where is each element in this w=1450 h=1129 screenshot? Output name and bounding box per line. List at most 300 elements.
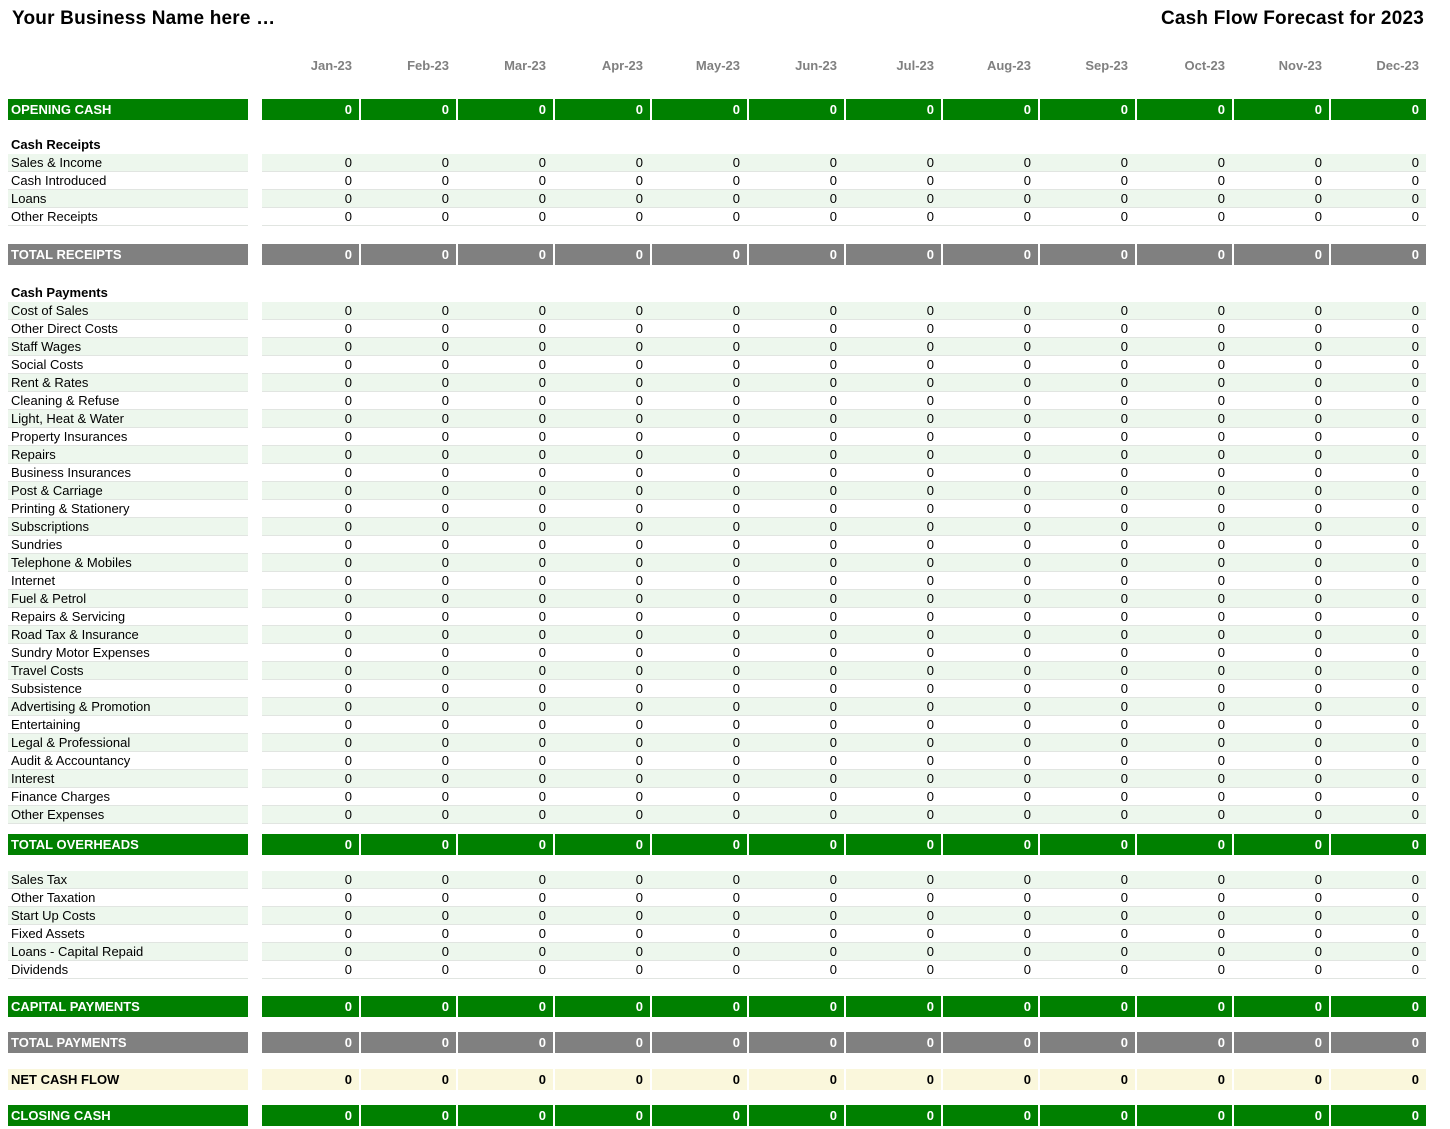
value-cell[interactable]: 0 (1120, 555, 1128, 570)
value-cell[interactable]: 0 (926, 699, 934, 714)
value-cell[interactable]: 0 (1120, 807, 1128, 822)
value-cell[interactable]: 0 (1217, 627, 1225, 642)
value-cell[interactable]: 0 (441, 465, 449, 480)
value-cell[interactable]: 0 (1411, 191, 1419, 206)
band-value-cell[interactable]: 0 (941, 1069, 1038, 1090)
value-cell[interactable]: 0 (1023, 155, 1031, 170)
value-cell[interactable]: 0 (1217, 411, 1225, 426)
row-label-cell[interactable]: Loans - Capital Repaid (8, 943, 248, 961)
value-cell[interactable]: 0 (1411, 890, 1419, 905)
value-cell[interactable]: 0 (732, 573, 740, 588)
value-cell[interactable]: 0 (926, 155, 934, 170)
row-label-cell[interactable]: Dividends (8, 961, 248, 979)
value-cell[interactable]: 0 (635, 501, 643, 516)
value-cell[interactable]: 0 (538, 591, 546, 606)
band-value-cell[interactable]: 0 (262, 244, 359, 265)
value-cell[interactable]: 0 (1120, 890, 1128, 905)
value-cell[interactable]: 0 (732, 735, 740, 750)
value-cell[interactable]: 0 (344, 173, 352, 188)
value-cell[interactable]: 0 (1411, 735, 1419, 750)
band-value-cell[interactable]: 0 (747, 244, 844, 265)
row-label-cell[interactable]: Internet (8, 572, 248, 590)
band-value-cell[interactable]: 0 (359, 996, 456, 1017)
value-cell[interactable]: 0 (635, 663, 643, 678)
value-cell[interactable]: 0 (1120, 944, 1128, 959)
band-value-cell[interactable]: 0 (1232, 1105, 1329, 1126)
value-cell[interactable]: 0 (441, 483, 449, 498)
value-cell[interactable]: 0 (538, 807, 546, 822)
row-label-cell[interactable]: Interest (8, 770, 248, 788)
value-cell[interactable]: 0 (1217, 465, 1225, 480)
value-cell[interactable]: 0 (441, 303, 449, 318)
value-cell[interactable]: 0 (732, 155, 740, 170)
band-value-cell[interactable]: 0 (1135, 996, 1232, 1017)
row-label-cell[interactable]: Other Expenses (8, 806, 248, 824)
value-cell[interactable]: 0 (538, 645, 546, 660)
band-value-cell[interactable]: 0 (456, 244, 553, 265)
value-cell[interactable]: 0 (441, 771, 449, 786)
band-value-cell[interactable]: 0 (359, 1105, 456, 1126)
value-cell[interactable]: 0 (829, 209, 837, 224)
value-cell[interactable]: 0 (926, 771, 934, 786)
value-cell[interactable]: 0 (1023, 191, 1031, 206)
value-cell[interactable]: 0 (441, 609, 449, 624)
band-value-cell[interactable]: 0 (1329, 1105, 1426, 1126)
value-cell[interactable]: 0 (1023, 447, 1031, 462)
value-cell[interactable]: 0 (538, 519, 546, 534)
value-cell[interactable]: 0 (1411, 321, 1419, 336)
value-cell[interactable]: 0 (732, 429, 740, 444)
row-label-cell[interactable]: Sundry Motor Expenses (8, 644, 248, 662)
value-cell[interactable]: 0 (441, 191, 449, 206)
value-cell[interactable]: 0 (344, 771, 352, 786)
row-label-cell[interactable]: Audit & Accountancy (8, 752, 248, 770)
month-header-cell[interactable]: Oct-23 (1184, 58, 1225, 73)
row-label-cell[interactable]: Travel Costs (8, 662, 248, 680)
row-label-cell[interactable]: Subsistence (8, 680, 248, 698)
value-cell[interactable]: 0 (732, 717, 740, 732)
row-label-cell[interactable]: Rent & Rates (8, 374, 248, 392)
value-cell[interactable]: 0 (344, 555, 352, 570)
value-cell[interactable]: 0 (926, 645, 934, 660)
value-cell[interactable]: 0 (1217, 591, 1225, 606)
value-cell[interactable]: 0 (1314, 717, 1322, 732)
band-value-cell[interactable]: 0 (747, 1069, 844, 1090)
value-cell[interactable]: 0 (538, 872, 546, 887)
band-value-cell[interactable]: 0 (553, 1105, 650, 1126)
band-value-cell[interactable]: 0 (1135, 1105, 1232, 1126)
value-cell[interactable]: 0 (635, 555, 643, 570)
value-cell[interactable]: 0 (1411, 789, 1419, 804)
value-cell[interactable]: 0 (441, 908, 449, 923)
value-cell[interactable]: 0 (926, 753, 934, 768)
row-label-cell[interactable]: Entertaining (8, 716, 248, 734)
band-value-cell[interactable]: 0 (747, 1032, 844, 1053)
month-header-cell[interactable]: Nov-23 (1278, 58, 1322, 73)
value-cell[interactable]: 0 (538, 908, 546, 923)
value-cell[interactable]: 0 (1217, 789, 1225, 804)
value-cell[interactable]: 0 (344, 411, 352, 426)
value-cell[interactable]: 0 (441, 663, 449, 678)
value-cell[interactable]: 0 (829, 429, 837, 444)
value-cell[interactable]: 0 (926, 789, 934, 804)
value-cell[interactable]: 0 (1023, 789, 1031, 804)
band-value-cell[interactable]: 0 (262, 834, 359, 855)
value-cell[interactable]: 0 (1411, 609, 1419, 624)
value-cell[interactable]: 0 (1411, 501, 1419, 516)
band-value-cell[interactable]: 0 (941, 244, 1038, 265)
value-cell[interactable]: 0 (1023, 465, 1031, 480)
value-cell[interactable]: 0 (1023, 429, 1031, 444)
value-cell[interactable]: 0 (538, 155, 546, 170)
value-cell[interactable]: 0 (1314, 555, 1322, 570)
value-cell[interactable]: 0 (441, 681, 449, 696)
value-cell[interactable]: 0 (1411, 771, 1419, 786)
value-cell[interactable]: 0 (1411, 663, 1419, 678)
value-cell[interactable]: 0 (1120, 519, 1128, 534)
value-cell[interactable]: 0 (344, 501, 352, 516)
value-cell[interactable]: 0 (829, 807, 837, 822)
value-cell[interactable]: 0 (441, 591, 449, 606)
value-cell[interactable]: 0 (1120, 393, 1128, 408)
value-cell[interactable]: 0 (829, 321, 837, 336)
value-cell[interactable]: 0 (926, 573, 934, 588)
value-cell[interactable]: 0 (344, 789, 352, 804)
value-cell[interactable]: 0 (1023, 645, 1031, 660)
value-cell[interactable]: 0 (1217, 926, 1225, 941)
value-cell[interactable]: 0 (344, 339, 352, 354)
month-header-cell[interactable]: Sep-23 (1085, 58, 1128, 73)
value-cell[interactable]: 0 (1217, 573, 1225, 588)
value-cell[interactable]: 0 (1411, 447, 1419, 462)
value-cell[interactable]: 0 (1314, 393, 1322, 408)
value-cell[interactable]: 0 (1314, 465, 1322, 480)
band-value-cell[interactable]: 0 (650, 1032, 747, 1053)
value-cell[interactable]: 0 (926, 429, 934, 444)
value-cell[interactable]: 0 (538, 411, 546, 426)
value-cell[interactable]: 0 (829, 645, 837, 660)
value-cell[interactable]: 0 (1314, 375, 1322, 390)
value-cell[interactable]: 0 (1120, 465, 1128, 480)
value-cell[interactable]: 0 (635, 191, 643, 206)
value-cell[interactable]: 0 (829, 465, 837, 480)
value-cell[interactable]: 0 (829, 872, 837, 887)
value-cell[interactable]: 0 (1217, 771, 1225, 786)
value-cell[interactable]: 0 (732, 591, 740, 606)
band-value-cell[interactable]: 0 (262, 99, 359, 120)
value-cell[interactable]: 0 (538, 681, 546, 696)
value-cell[interactable]: 0 (926, 173, 934, 188)
band-value-cell[interactable]: 0 (1038, 996, 1135, 1017)
value-cell[interactable]: 0 (441, 789, 449, 804)
value-cell[interactable]: 0 (829, 890, 837, 905)
value-cell[interactable]: 0 (829, 908, 837, 923)
value-cell[interactable]: 0 (829, 591, 837, 606)
value-cell[interactable]: 0 (926, 681, 934, 696)
row-label-cell[interactable]: Fuel & Petrol (8, 590, 248, 608)
value-cell[interactable]: 0 (1023, 681, 1031, 696)
value-cell[interactable]: 0 (1411, 393, 1419, 408)
value-cell[interactable]: 0 (1217, 890, 1225, 905)
band-value-cell[interactable]: 0 (1038, 99, 1135, 120)
value-cell[interactable]: 0 (926, 447, 934, 462)
value-cell[interactable]: 0 (1120, 191, 1128, 206)
value-cell[interactable]: 0 (829, 753, 837, 768)
value-cell[interactable]: 0 (1120, 501, 1128, 516)
value-cell[interactable]: 0 (1411, 339, 1419, 354)
value-cell[interactable]: 0 (926, 339, 934, 354)
value-cell[interactable]: 0 (732, 872, 740, 887)
value-cell[interactable]: 0 (926, 321, 934, 336)
value-cell[interactable]: 0 (1023, 375, 1031, 390)
value-cell[interactable]: 0 (926, 609, 934, 624)
value-cell[interactable]: 0 (829, 411, 837, 426)
value-cell[interactable]: 0 (635, 962, 643, 977)
value-cell[interactable]: 0 (1023, 627, 1031, 642)
value-cell[interactable]: 0 (1314, 209, 1322, 224)
band-label-cell[interactable]: CAPITAL PAYMENTS (8, 996, 248, 1017)
value-cell[interactable]: 0 (1314, 501, 1322, 516)
value-cell[interactable]: 0 (926, 627, 934, 642)
value-cell[interactable]: 0 (732, 627, 740, 642)
value-cell[interactable]: 0 (538, 321, 546, 336)
value-cell[interactable]: 0 (1314, 926, 1322, 941)
band-value-cell[interactable]: 0 (650, 1069, 747, 1090)
value-cell[interactable]: 0 (926, 962, 934, 977)
value-cell[interactable]: 0 (926, 908, 934, 923)
band-value-cell[interactable]: 0 (650, 244, 747, 265)
band-value-cell[interactable]: 0 (1232, 99, 1329, 120)
value-cell[interactable]: 0 (1314, 447, 1322, 462)
value-cell[interactable]: 0 (1023, 173, 1031, 188)
band-value-cell[interactable]: 0 (1329, 1032, 1426, 1053)
value-cell[interactable]: 0 (1314, 872, 1322, 887)
value-cell[interactable]: 0 (441, 501, 449, 516)
value-cell[interactable]: 0 (1217, 609, 1225, 624)
value-cell[interactable]: 0 (732, 209, 740, 224)
value-cell[interactable]: 0 (635, 339, 643, 354)
value-cell[interactable]: 0 (1217, 735, 1225, 750)
value-cell[interactable]: 0 (1314, 699, 1322, 714)
value-cell[interactable]: 0 (1314, 591, 1322, 606)
band-value-cell[interactable]: 0 (844, 244, 941, 265)
value-cell[interactable]: 0 (829, 627, 837, 642)
value-cell[interactable]: 0 (635, 890, 643, 905)
value-cell[interactable]: 0 (344, 962, 352, 977)
band-label-cell[interactable]: CLOSING CASH (8, 1105, 248, 1126)
value-cell[interactable]: 0 (926, 537, 934, 552)
row-label-cell[interactable]: Repairs & Servicing (8, 608, 248, 626)
value-cell[interactable]: 0 (635, 173, 643, 188)
row-label-cell[interactable]: Cost of Sales (8, 302, 248, 320)
value-cell[interactable]: 0 (926, 663, 934, 678)
band-value-cell[interactable]: 0 (747, 834, 844, 855)
value-cell[interactable]: 0 (635, 699, 643, 714)
value-cell[interactable]: 0 (538, 357, 546, 372)
value-cell[interactable]: 0 (441, 807, 449, 822)
value-cell[interactable]: 0 (732, 555, 740, 570)
value-cell[interactable]: 0 (344, 717, 352, 732)
value-cell[interactable]: 0 (1411, 155, 1419, 170)
value-cell[interactable]: 0 (344, 944, 352, 959)
value-cell[interactable]: 0 (1023, 555, 1031, 570)
value-cell[interactable]: 0 (635, 609, 643, 624)
band-value-cell[interactable]: 0 (359, 1032, 456, 1053)
value-cell[interactable]: 0 (635, 573, 643, 588)
band-value-cell[interactable]: 0 (1329, 1069, 1426, 1090)
value-cell[interactable]: 0 (344, 926, 352, 941)
band-value-cell[interactable]: 0 (1232, 834, 1329, 855)
value-cell[interactable]: 0 (1314, 339, 1322, 354)
value-cell[interactable]: 0 (1023, 501, 1031, 516)
band-value-cell[interactable]: 0 (456, 1032, 553, 1053)
value-cell[interactable]: 0 (1314, 429, 1322, 444)
value-cell[interactable]: 0 (1023, 321, 1031, 336)
value-cell[interactable]: 0 (1314, 627, 1322, 642)
value-cell[interactable]: 0 (1314, 411, 1322, 426)
value-cell[interactable]: 0 (635, 627, 643, 642)
value-cell[interactable]: 0 (732, 375, 740, 390)
band-value-cell[interactable]: 0 (359, 1069, 456, 1090)
value-cell[interactable]: 0 (829, 339, 837, 354)
value-cell[interactable]: 0 (926, 375, 934, 390)
value-cell[interactable]: 0 (1314, 303, 1322, 318)
row-label-cell[interactable]: Staff Wages (8, 338, 248, 356)
band-value-cell[interactable]: 0 (941, 1032, 1038, 1053)
band-value-cell[interactable]: 0 (1135, 834, 1232, 855)
value-cell[interactable]: 0 (538, 890, 546, 905)
value-cell[interactable]: 0 (344, 429, 352, 444)
value-cell[interactable]: 0 (1120, 447, 1128, 462)
value-cell[interactable]: 0 (441, 872, 449, 887)
value-cell[interactable]: 0 (1217, 447, 1225, 462)
value-cell[interactable]: 0 (635, 872, 643, 887)
value-cell[interactable]: 0 (1217, 393, 1225, 408)
band-value-cell[interactable]: 0 (1329, 996, 1426, 1017)
value-cell[interactable]: 0 (441, 393, 449, 408)
value-cell[interactable]: 0 (538, 501, 546, 516)
value-cell[interactable]: 0 (1023, 209, 1031, 224)
row-label-cell[interactable]: Fixed Assets (8, 925, 248, 943)
value-cell[interactable]: 0 (1217, 962, 1225, 977)
value-cell[interactable]: 0 (635, 717, 643, 732)
band-value-cell[interactable]: 0 (844, 1032, 941, 1053)
value-cell[interactable]: 0 (344, 155, 352, 170)
value-cell[interactable]: 0 (1120, 537, 1128, 552)
value-cell[interactable]: 0 (926, 209, 934, 224)
value-cell[interactable]: 0 (538, 173, 546, 188)
value-cell[interactable]: 0 (538, 537, 546, 552)
value-cell[interactable]: 0 (829, 663, 837, 678)
month-header-cell[interactable]: Jul-23 (896, 58, 934, 73)
value-cell[interactable]: 0 (1120, 173, 1128, 188)
value-cell[interactable]: 0 (1120, 908, 1128, 923)
band-value-cell[interactable]: 0 (844, 1069, 941, 1090)
value-cell[interactable]: 0 (1411, 962, 1419, 977)
band-value-cell[interactable]: 0 (1038, 244, 1135, 265)
value-cell[interactable]: 0 (538, 627, 546, 642)
value-cell[interactable]: 0 (1217, 663, 1225, 678)
value-cell[interactable]: 0 (1217, 173, 1225, 188)
value-cell[interactable]: 0 (1120, 699, 1128, 714)
month-header-cell[interactable]: Mar-23 (504, 58, 546, 73)
value-cell[interactable]: 0 (344, 191, 352, 206)
value-cell[interactable]: 0 (1411, 926, 1419, 941)
month-header-cell[interactable]: Aug-23 (986, 58, 1031, 73)
value-cell[interactable]: 0 (1217, 357, 1225, 372)
value-cell[interactable]: 0 (344, 807, 352, 822)
value-cell[interactable]: 0 (344, 519, 352, 534)
value-cell[interactable]: 0 (538, 663, 546, 678)
row-label-cell[interactable]: Road Tax & Insurance (8, 626, 248, 644)
value-cell[interactable]: 0 (1023, 962, 1031, 977)
band-value-cell[interactable]: 0 (1232, 244, 1329, 265)
band-value-cell[interactable]: 0 (650, 996, 747, 1017)
band-value-cell[interactable]: 0 (1038, 1069, 1135, 1090)
value-cell[interactable]: 0 (1411, 645, 1419, 660)
row-label-cell[interactable]: Loans (8, 190, 248, 208)
value-cell[interactable]: 0 (441, 357, 449, 372)
value-cell[interactable]: 0 (926, 735, 934, 750)
value-cell[interactable]: 0 (344, 699, 352, 714)
value-cell[interactable]: 0 (732, 699, 740, 714)
value-cell[interactable]: 0 (1217, 339, 1225, 354)
value-cell[interactable]: 0 (926, 890, 934, 905)
value-cell[interactable]: 0 (635, 357, 643, 372)
value-cell[interactable]: 0 (1411, 591, 1419, 606)
value-cell[interactable]: 0 (441, 519, 449, 534)
band-value-cell[interactable]: 0 (747, 996, 844, 1017)
value-cell[interactable]: 0 (441, 339, 449, 354)
band-value-cell[interactable]: 0 (553, 244, 650, 265)
band-value-cell[interactable]: 0 (941, 834, 1038, 855)
band-value-cell[interactable]: 0 (1038, 1032, 1135, 1053)
value-cell[interactable]: 0 (732, 501, 740, 516)
value-cell[interactable]: 0 (441, 173, 449, 188)
value-cell[interactable]: 0 (538, 735, 546, 750)
row-label-cell[interactable]: Other Receipts (8, 208, 248, 226)
value-cell[interactable]: 0 (441, 645, 449, 660)
value-cell[interactable]: 0 (1314, 962, 1322, 977)
value-cell[interactable]: 0 (538, 303, 546, 318)
band-value-cell[interactable]: 0 (359, 834, 456, 855)
value-cell[interactable]: 0 (1411, 699, 1419, 714)
value-cell[interactable]: 0 (829, 375, 837, 390)
band-value-cell[interactable]: 0 (1329, 834, 1426, 855)
value-cell[interactable]: 0 (1217, 519, 1225, 534)
value-cell[interactable]: 0 (635, 926, 643, 941)
band-value-cell[interactable]: 0 (456, 1069, 553, 1090)
value-cell[interactable]: 0 (441, 447, 449, 462)
value-cell[interactable]: 0 (441, 699, 449, 714)
value-cell[interactable]: 0 (1023, 411, 1031, 426)
row-label-cell[interactable]: Start Up Costs (8, 907, 248, 925)
value-cell[interactable]: 0 (635, 429, 643, 444)
value-cell[interactable]: 0 (926, 717, 934, 732)
value-cell[interactable]: 0 (926, 872, 934, 887)
band-value-cell[interactable]: 0 (262, 996, 359, 1017)
value-cell[interactable]: 0 (732, 393, 740, 408)
value-cell[interactable]: 0 (829, 393, 837, 408)
value-cell[interactable]: 0 (538, 209, 546, 224)
value-cell[interactable]: 0 (1120, 717, 1128, 732)
band-value-cell[interactable]: 0 (553, 834, 650, 855)
value-cell[interactable]: 0 (829, 717, 837, 732)
band-value-cell[interactable]: 0 (844, 834, 941, 855)
band-value-cell[interactable]: 0 (650, 834, 747, 855)
value-cell[interactable]: 0 (1411, 519, 1419, 534)
value-cell[interactable]: 0 (829, 609, 837, 624)
